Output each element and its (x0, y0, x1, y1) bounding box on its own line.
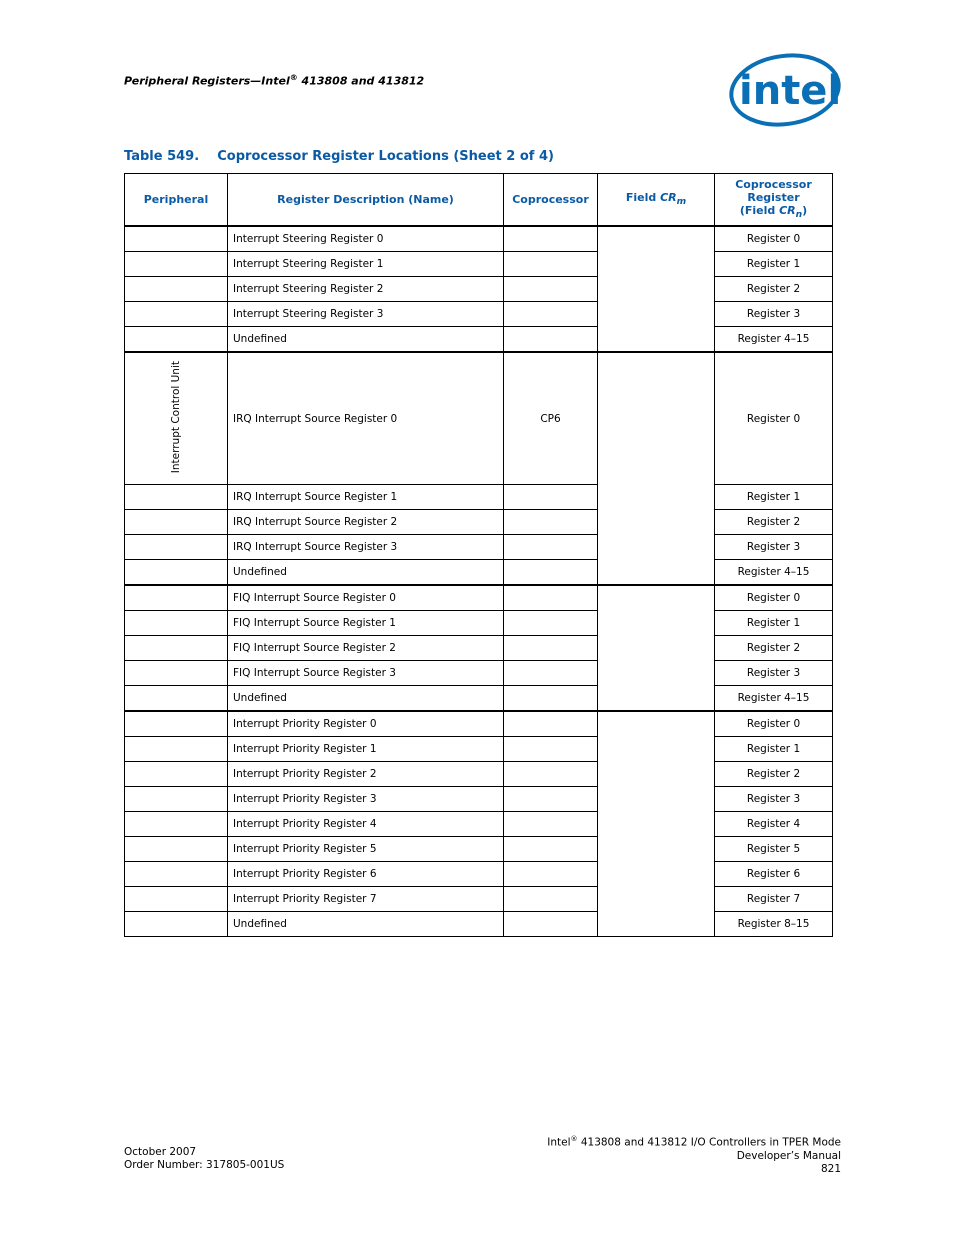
table-row (125, 510, 833, 535)
table-row (125, 686, 833, 712)
empty-cell (504, 302, 598, 327)
empty-cell (125, 252, 228, 277)
register-cell: Register 2 (715, 277, 833, 302)
table-row (125, 787, 833, 812)
register-description-cell: FIQ Interrupt Source Register 1 (228, 611, 504, 636)
empty-cell (125, 686, 228, 712)
empty-cell (125, 737, 228, 762)
table-caption: Table 549. Coprocessor Register Locations (Sheet 2 of 4) (124, 149, 554, 164)
footer-date: October 2007 (124, 1146, 197, 1158)
register-cell: Register 0 (715, 352, 833, 485)
empty-cell (125, 277, 228, 302)
empty-cell (125, 661, 228, 686)
register-description-cell: Undefined (228, 912, 504, 937)
empty-cell (504, 912, 598, 937)
table-row (125, 485, 833, 510)
empty-cell (504, 812, 598, 837)
register-cell: Register 5 (715, 837, 833, 862)
register-cell: Register 3 (715, 535, 833, 560)
table-row (125, 302, 833, 327)
empty-cell (504, 535, 598, 560)
register-description-cell: Interrupt Steering Register 2 (228, 277, 504, 302)
peripheral-cell (125, 352, 228, 485)
register-description-cell: Undefined (228, 327, 504, 353)
empty-cell (125, 535, 228, 560)
register-description-cell: IRQ Interrupt Source Register 2 (228, 510, 504, 535)
footer-left (124, 1146, 284, 1172)
empty-cell (125, 862, 228, 887)
footer-order-number: Order Number: 317805-001US (124, 1159, 285, 1171)
register-cell: Register 2 (715, 762, 833, 787)
register-description-cell: Interrupt Priority Register 6 (228, 862, 504, 887)
register-description-cell: Interrupt Steering Register 1 (228, 252, 504, 277)
empty-cell (598, 585, 715, 711)
footer-manual: Developer’s Manual (736, 1149, 841, 1162)
empty-cell (504, 661, 598, 686)
register-cell: Register 4–15 (715, 327, 833, 353)
empty-cell (598, 352, 715, 585)
register-description-cell: IRQ Interrupt Source Register 0 (228, 352, 504, 485)
empty-cell (125, 711, 228, 737)
empty-cell (504, 787, 598, 812)
running-header: Peripheral Registers—Intel® 413808 and 413812 (124, 73, 425, 88)
register-description-cell: FIQ Interrupt Source Register 0 (228, 585, 504, 611)
register-description-cell: FIQ Interrupt Source Register 3 (228, 661, 504, 686)
empty-cell (504, 510, 598, 535)
register-cell: Register 3 (715, 302, 833, 327)
intel-logo (725, 50, 843, 132)
register-description-cell: FIQ Interrupt Source Register 2 (228, 636, 504, 661)
register-cell: Register 1 (715, 737, 833, 762)
empty-cell (504, 887, 598, 912)
footer-right (547, 1133, 841, 1176)
header-field-crm: Field $CR_m$ (598, 174, 715, 227)
register-cell: Register 7 (715, 887, 833, 912)
register-cell: Register 1 (715, 252, 833, 277)
empty-cell (125, 510, 228, 535)
register-cell: Register 3 (715, 661, 833, 686)
register-cell: Register 3 (715, 787, 833, 812)
empty-cell (504, 862, 598, 887)
table-row (125, 252, 833, 277)
page-number: 821 (820, 1162, 841, 1175)
empty-cell (125, 226, 228, 252)
register-cell: Register 0 (715, 585, 833, 611)
table-row (125, 862, 833, 887)
footer-doc-title: Intel® 413808 and 413812 I/O Controllers in TPER Mode (547, 1135, 841, 1149)
table-row (125, 812, 833, 837)
empty-cell (504, 686, 598, 712)
table-row (125, 711, 833, 737)
empty-cell (504, 560, 598, 586)
empty-cell (504, 252, 598, 277)
table-row (125, 912, 833, 937)
register-cell: Register 6 (715, 862, 833, 887)
register-description-cell: Interrupt Priority Register 0 (228, 711, 504, 737)
empty-cell (504, 277, 598, 302)
table-row (125, 611, 833, 636)
empty-cell (125, 560, 228, 586)
empty-cell (504, 611, 598, 636)
table-row (125, 837, 833, 862)
table-row (125, 887, 833, 912)
register-description-cell: IRQ Interrupt Source Register 1 (228, 485, 504, 510)
empty-cell (125, 636, 228, 661)
register-cell: Register 1 (715, 485, 833, 510)
empty-cell (125, 887, 228, 912)
register-cell: Register 0 (715, 711, 833, 737)
empty-cell (125, 912, 228, 937)
empty-cell (125, 762, 228, 787)
table-row (125, 535, 833, 560)
empty-cell (125, 611, 228, 636)
coprocessor-register-table (124, 173, 833, 937)
coprocessor-cell: CP6 (504, 352, 598, 485)
table-row (125, 277, 833, 302)
empty-cell (598, 711, 715, 937)
register-description-cell: Interrupt Steering Register 0 (228, 226, 504, 252)
header-peripheral: Peripheral (125, 174, 228, 227)
header-description: Register Description (Name) (228, 174, 504, 227)
register-cell: Register 4 (715, 812, 833, 837)
table-row (125, 585, 833, 611)
register-description-cell: Undefined (228, 560, 504, 586)
empty-cell (504, 585, 598, 611)
empty-cell (125, 485, 228, 510)
table-row (125, 636, 833, 661)
register-description-cell: Interrupt Priority Register 5 (228, 837, 504, 862)
register-description-cell: Interrupt Priority Register 3 (228, 787, 504, 812)
empty-cell (125, 837, 228, 862)
table-body (125, 226, 833, 937)
table-row (125, 352, 833, 485)
register-description-cell: Interrupt Priority Register 2 (228, 762, 504, 787)
register-cell: Register 2 (715, 636, 833, 661)
intel-logo-text: intel (739, 68, 842, 114)
register-description-cell: Undefined (228, 686, 504, 712)
table-row (125, 327, 833, 353)
empty-cell (125, 302, 228, 327)
register-description-cell: IRQ Interrupt Source Register 3 (228, 535, 504, 560)
empty-cell (125, 585, 228, 611)
empty-cell (504, 226, 598, 252)
register-cell: Register 1 (715, 611, 833, 636)
register-cell: Register 0 (715, 226, 833, 252)
header-coprocessor-register: Coprocessor Register (Field $CR_n$) (715, 174, 833, 227)
table-row (125, 661, 833, 686)
table-row (125, 762, 833, 787)
register-description-cell: Interrupt Steering Register 3 (228, 302, 504, 327)
register-description-cell: Interrupt Priority Register 1 (228, 737, 504, 762)
empty-cell (504, 762, 598, 787)
register-cell: Register 8–15 (715, 912, 833, 937)
empty-cell (504, 327, 598, 353)
peripheral-label: Interrupt Control Unit (170, 360, 182, 474)
empty-cell (504, 837, 598, 862)
register-cell: Register 4–15 (715, 686, 833, 712)
register-cell: Register 4–15 (715, 560, 833, 586)
register-description-cell: Interrupt Priority Register 7 (228, 887, 504, 912)
empty-cell (125, 327, 228, 353)
header-coprocessor: Coprocessor (504, 174, 598, 227)
table-row (125, 226, 833, 252)
empty-cell (125, 812, 228, 837)
register-description-cell: Interrupt Priority Register 4 (228, 812, 504, 837)
empty-cell (504, 485, 598, 510)
table-header-row (125, 174, 833, 227)
empty-cell (504, 711, 598, 737)
empty-cell (125, 787, 228, 812)
table-row (125, 560, 833, 586)
table-row (125, 737, 833, 762)
register-cell: Register 2 (715, 510, 833, 535)
empty-cell (504, 737, 598, 762)
empty-cell (504, 636, 598, 661)
empty-cell (598, 226, 715, 352)
